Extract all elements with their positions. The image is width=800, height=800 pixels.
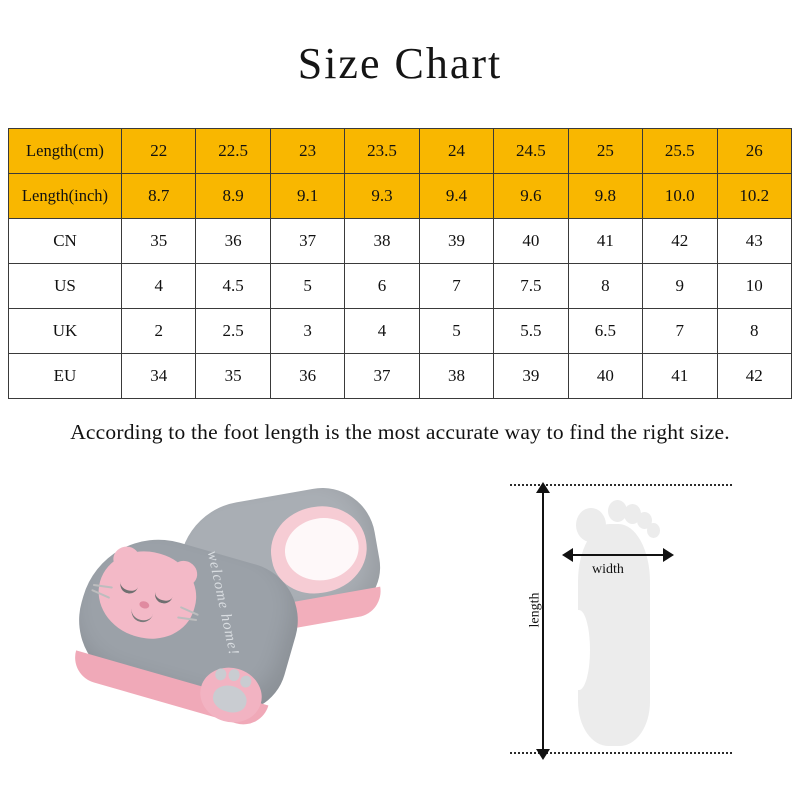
foot-toe [647,523,660,538]
figures-area [0,470,800,770]
measurement-note: According to the foot length is the most accurate way to find the right size. [70,420,730,444]
row-label-us: US [9,264,122,309]
cell-length-inch-1: 8.9 [196,174,270,219]
table-row-us [9,264,792,309]
cell-length-inch-2: 9.1 [270,174,344,219]
cell-eu-2: 36 [270,354,344,399]
cell-us-3: 6 [345,264,419,309]
length-label: length [527,592,543,628]
cell-uk-6: 6.5 [568,309,642,354]
cat-face-icon [88,540,206,650]
cell-length-cm-1: 22.5 [196,129,270,174]
cell-length-cm-7: 25.5 [643,129,717,174]
cell-cn-7: 42 [643,219,717,264]
cat-whisker-icon [180,606,199,616]
cell-eu-5: 39 [494,354,568,399]
cell-us-4: 7 [419,264,493,309]
cell-length-cm-3: 23.5 [345,129,419,174]
cell-uk-7: 7 [643,309,717,354]
cell-us-6: 8 [568,264,642,309]
cell-length-inch-5: 9.6 [494,174,568,219]
slipper-welcome-text: welcome home! [203,549,242,658]
cell-eu-8: 42 [717,354,792,399]
cat-whisker-icon [177,616,197,621]
cell-eu-7: 41 [643,354,717,399]
cell-cn-8: 43 [717,219,792,264]
cell-uk-2: 3 [270,309,344,354]
foot-measure-diagram [500,478,750,768]
row-label-length-cm: Length(cm) [9,129,122,174]
row-label-uk: UK [9,309,122,354]
table-row-uk [9,309,792,354]
cell-eu-0: 34 [122,354,196,399]
cell-length-inch-7: 10.0 [643,174,717,219]
width-arrow-icon [572,554,664,556]
cell-us-7: 9 [643,264,717,309]
cell-cn-1: 36 [196,219,270,264]
cell-length-inch-8: 10.2 [717,174,792,219]
cell-uk-8: 8 [717,309,792,354]
cell-cn-3: 38 [345,219,419,264]
cell-uk-0: 2 [122,309,196,354]
cell-us-5: 7.5 [494,264,568,309]
cell-us-2: 5 [270,264,344,309]
row-label-eu: EU [9,354,122,399]
cell-length-inch-3: 9.3 [345,174,419,219]
cell-length-inch-6: 9.8 [568,174,642,219]
width-label: width [592,562,624,577]
cell-eu-1: 35 [196,354,270,399]
paw-toe-icon [214,667,228,682]
paw-toe-icon [239,674,253,689]
foot-outline-icon [568,490,660,746]
cell-length-cm-6: 25 [568,129,642,174]
cat-whisker-icon [93,584,113,589]
page-title: Size Chart [297,39,503,88]
cell-length-cm-2: 23 [270,129,344,174]
cell-eu-3: 37 [345,354,419,399]
cell-us-8: 10 [717,264,792,309]
cell-cn-0: 35 [122,219,196,264]
cat-slippers-photo [60,490,390,750]
cat-ear-left-icon [112,545,141,573]
cell-uk-4: 5 [419,309,493,354]
cat-mouth-icon [129,605,154,625]
cell-cn-6: 41 [568,219,642,264]
cell-uk-3: 4 [345,309,419,354]
cat-ear-right-icon [167,556,202,591]
foot-toe-big [576,508,606,542]
cell-uk-5: 5.5 [494,309,568,354]
cat-eye-right-icon [153,590,173,606]
foot-arch [568,610,590,690]
cell-us-0: 4 [122,264,196,309]
cell-length-inch-4: 9.4 [419,174,493,219]
size-table-container [8,128,792,399]
cell-length-cm-0: 22 [122,129,196,174]
cell-length-cm-5: 24.5 [494,129,568,174]
row-label-cn: CN [9,219,122,264]
cell-length-cm-4: 24 [419,129,493,174]
cell-length-cm-8: 26 [717,129,792,174]
row-label-length-inch: Length(inch) [9,174,122,219]
table-row-eu [9,354,792,399]
table-row-cn [9,219,792,264]
cell-eu-4: 38 [419,354,493,399]
cell-cn-4: 39 [419,219,493,264]
cell-eu-6: 40 [568,354,642,399]
cell-cn-5: 40 [494,219,568,264]
cat-whisker-icon [91,589,110,599]
cell-uk-1: 2.5 [196,309,270,354]
cell-length-inch-0: 8.7 [122,174,196,219]
cell-us-1: 4.5 [196,264,270,309]
cat-eye-left-icon [118,580,138,596]
table-row-length-cm [9,129,792,174]
paw-toe-icon [227,668,241,683]
table-row-length-inch [9,174,792,219]
cell-cn-2: 37 [270,219,344,264]
size-table [8,128,792,399]
